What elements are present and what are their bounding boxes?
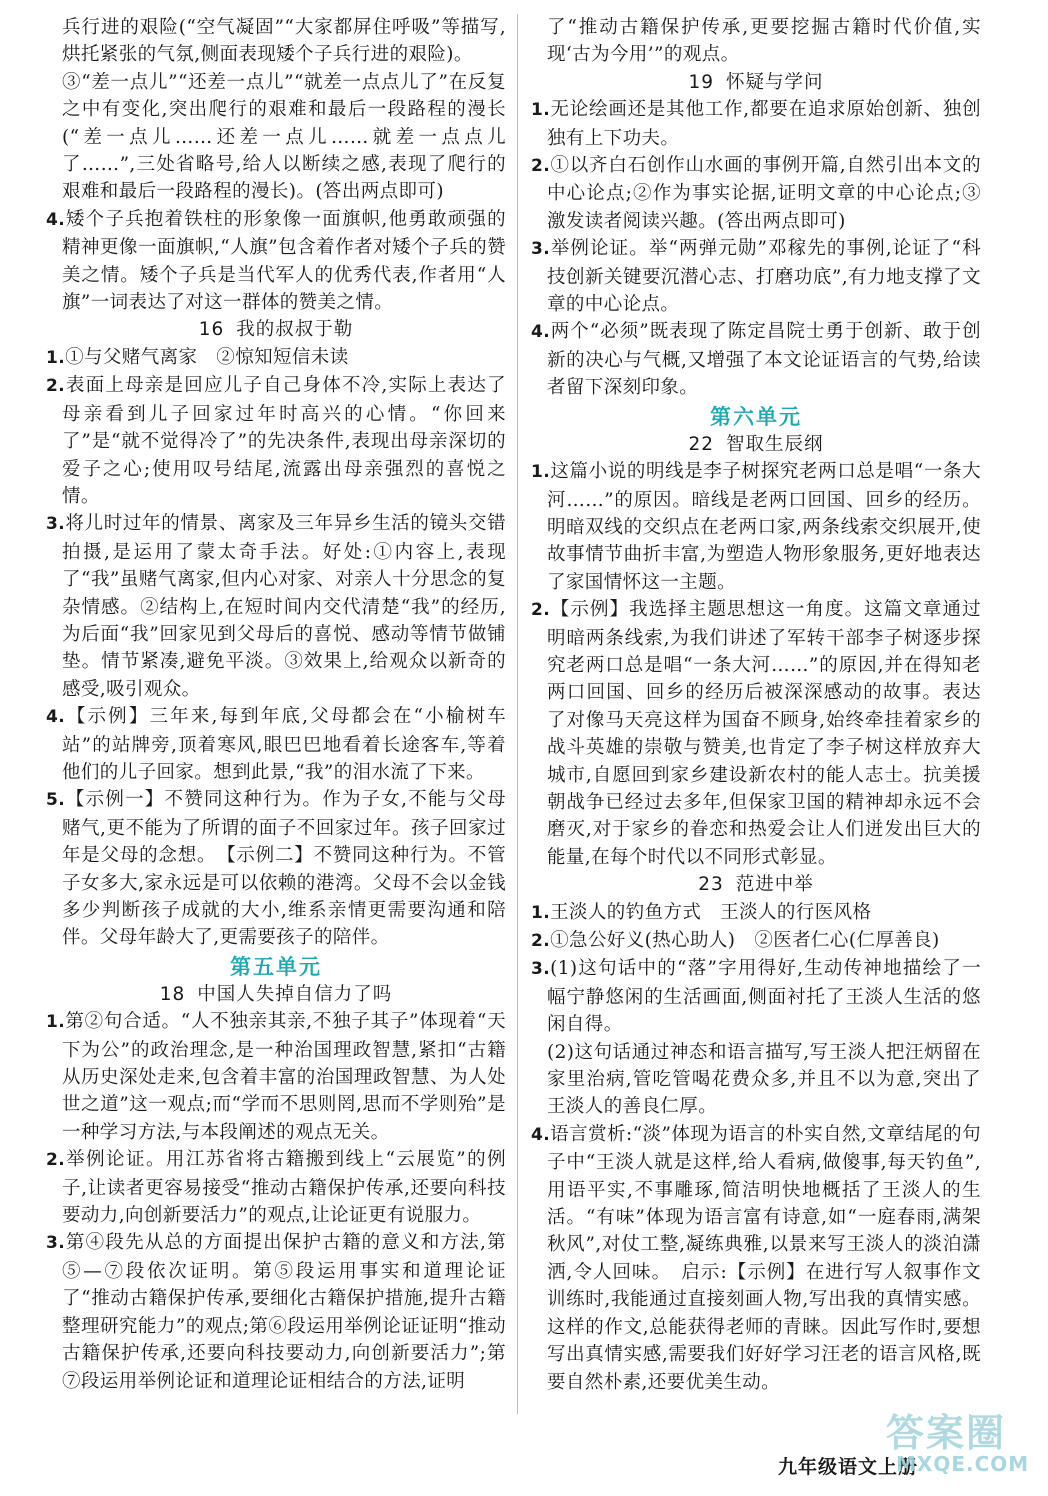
section-number: 16 bbox=[198, 319, 225, 341]
watermark-url: MXQE.COM bbox=[896, 1452, 1030, 1476]
section-number: 22 bbox=[688, 433, 715, 455]
section-number: 23 bbox=[698, 874, 724, 896]
item-text: 第④段先从总的方面提出保护古籍的意义和方法,第⑤—⑦段依次证明。第⑤段运用事实和道理论证了“推动古籍保护传承,要细化古籍保护措施,提升古籍整理研究能力”的观点;第⑥段运用举例论证证明“推动古籍保护传承,还要向科技要动力,向创新要活力”;第⑦段运用举例论证和道理论证相结合的方法,证明 bbox=[62, 1232, 506, 1392]
section-number: 18 bbox=[159, 983, 186, 1005]
item-text: 举例论证。举“两弹元勋”邓稼先的事例,论证了“科技创新关键要沉潜心志、打磨功底”,有力地支撑了文章的中心论点。 bbox=[547, 238, 981, 316]
item-number: 1. bbox=[531, 100, 551, 121]
item-text: (1)这句话中的“落”字用得好,生动传神地描绘了一幅宁静悠闲的生活画面,侧面衬托了王淡人生活的悠闲自得。 bbox=[547, 958, 981, 1036]
watermark-logo bbox=[876, 1402, 1030, 1482]
answer-item bbox=[46, 1146, 506, 1229]
item-text: 【示例一】不赞同这种行为。作为子女,不能与父母赌气,更不能为了所谓的面子不回家过年。孩子回家过年是父母的念想。 【示例二】不赞同这种行为。不管子女多大,家永远是可以依赖的港湾。父母不会以金钱多少判断孩子成就的大小,维系亲情更需要沟通和陪伴。父母年龄大了,更需要孩子的陪伴。 bbox=[62, 789, 506, 949]
item-text: 矮个子兵抱着铁柱的形象像一面旗帜,他勇敢顽强的精神更像一面旗帜,“人旗”包含着作者对矮个子兵的赞美之情。矮个子兵是当代军人的优秀代表,作者用“人旗”一词表达了对这一群体的赞美之情。 bbox=[62, 208, 506, 314]
item-text: 举例论证。用江苏省将古籍搬到线上“云展览”的例子,让读者更容易接受“推动古籍保护传承,还要向科技要动力,向创新要活力”的观点,让论证更有说服力。 bbox=[62, 1149, 506, 1227]
answer-item bbox=[531, 955, 981, 1038]
item-number: 3. bbox=[46, 514, 66, 535]
unit-heading: 第五单元 bbox=[230, 953, 322, 979]
answer-item bbox=[46, 372, 506, 510]
item-text: 语言赏析:“淡”体现为语言的朴实自然,文章结尾的句子中“王淡人就是这样,给人看病,做傻事,每天钓鱼”,用语平实,不事雕琢,简洁明快地概括了王淡人的生活。“有味”体现为语言富有诗意,如“一庭春雨,满架秋风”,对仗工整,凝练典雅,以景来写王淡人的淡泊潇洒,令人回味。 启示:【示例】在进行写人叙事作文训练时,我能通过直接刻画人物,写出我的真情实感。这样的作文,总能获得老师的青睐。因此写作时,要想写出真情实感,需要我们好好学习汪老的语言风格,既要自然朴素,还要优美生动。 bbox=[547, 1123, 981, 1393]
unit-heading: 第六单元 bbox=[710, 403, 802, 429]
answer-item bbox=[531, 96, 981, 152]
answer-item bbox=[46, 344, 506, 372]
item-number: 3. bbox=[531, 959, 551, 980]
item-number: 3. bbox=[46, 1233, 66, 1254]
answer-item bbox=[531, 596, 981, 871]
section-name: 我的叔叔于勒 bbox=[236, 319, 354, 341]
item-text: 将儿时过年的情景、离家及三年异乡生活的镜头交错拍摄,是运用了蒙太奇手法。好处:①内容上,表现了“我”虽赌气离家,但内心对家、对亲人十分思念的复杂情感。②结构上,在短时间内交代清楚“我”的经历,为后面“我”回家见到父母后的喜悦、感动等情节做铺垫。情节紧凑,避免平淡。③效果上,给观众以新奇的感受,吸引观众。 bbox=[62, 513, 506, 700]
item-text: ①以齐白石创作山水画的事例开篇,自然引出本文的中心论点;②作为事实论据,证明文章的中心论点;③激发读者阅读兴趣。(答出两点即可) bbox=[547, 155, 981, 232]
item-number: 2. bbox=[46, 376, 66, 397]
answer-item bbox=[46, 1008, 506, 1146]
item-text: 这篇小说的明线是李子树探究老两口总是唱“一条大河……”的原因。暗线是老两口回国、回乡的经历。明暗双线的交织点在老两口家,两条线索交织展开,使故事情节曲折丰富,为塑造人物形象服务,更好地表达了家国情怀这一主题。 bbox=[547, 461, 981, 593]
answer-item bbox=[531, 235, 981, 318]
column-divider bbox=[517, 14, 518, 1414]
answer-item bbox=[531, 458, 981, 596]
item-text: 【示例】我选择主题思想这一角度。这篇文章通过明暗两条线索,为我们讲述了军转干部李子树逐步探究老两口总是唱“一条大河……”的原因,并在得知老两口回国、回乡的经历后被深深感动的故事。表达了对像马天亮这样为国奋不顾身,始终牵挂着家乡的战斗英雄的崇敬与赞美,也肯定了李子树这样放弃大城市,自愿回到家乡建设新农村的能人志士。抗美援朝战争已经过去多年,但保家卫国的精神却永远不会磨灭,对于家乡的眷恋和热爱会让人们迸发出巨大的能量,在每个时代以不同形式彰显。 bbox=[547, 599, 981, 868]
section-title bbox=[46, 981, 506, 1008]
answer-continuation: 了“推动古籍保护传承,更要挖掘古籍时代价值,实现‘古为今用’”的观点。 bbox=[547, 17, 981, 66]
answer-item bbox=[531, 318, 981, 401]
item-text: ①与父赌气离家 ②惊知短信未读 bbox=[65, 346, 349, 368]
item-number: 4. bbox=[531, 322, 551, 343]
section-name: 中国人失掉自信力了吗 bbox=[197, 983, 393, 1005]
item-number: 1. bbox=[531, 462, 551, 483]
answer-continuation: ③“差一点儿”“还差一点儿”“就差一点点儿了”在反复之中有变化,突出爬行的艰难和最后一段路程的漫长(“差一点儿……还差一点儿……就差一点点儿了……”,三处省略号,给人以断续之感,表现了爬行的艰难和最后一段路程的漫长)。(答出两点即可) bbox=[62, 71, 506, 203]
item-number: 1. bbox=[46, 347, 66, 368]
item-number: 5. bbox=[46, 790, 66, 811]
item-number: 4. bbox=[46, 209, 66, 230]
item-text: 无论绘画还是其他工作,都要在追求原始创新、独创独有上下功夫。 bbox=[547, 99, 981, 149]
item-text: 两个“必须”既表现了陈定昌院士勇于创新、敢于创新的决心与气概,又增强了本文论证语言的气势,给读者留下深刻印象。 bbox=[547, 321, 981, 399]
answer-item bbox=[46, 703, 506, 786]
item-number: 2. bbox=[531, 600, 551, 621]
answer-item bbox=[46, 510, 506, 703]
item-number: 1. bbox=[46, 1012, 66, 1033]
item-text: 王淡人的钓鱼方式 王淡人的行医风格 bbox=[550, 901, 872, 923]
item-text: 第②句合适。“人不独亲其亲,不独子其子”体现着“天下为公”的政治理念,是一种治国理政智慧,紧扣“古籍从历史深处走来,包含着丰富的治国理政智慧、为人处世之道”这一观点;而“学而不思则罔,思而不学则殆”是一种学习方法,与本段阐述的观点无关。 bbox=[62, 1011, 506, 1143]
answer-item bbox=[46, 786, 506, 951]
section-name: 怀疑与学问 bbox=[726, 71, 824, 93]
left-column bbox=[46, 14, 506, 1395]
section-name: 智取生辰纲 bbox=[726, 433, 824, 455]
item-number: 2. bbox=[531, 156, 551, 177]
section-number: 19 bbox=[688, 71, 715, 93]
answer-item bbox=[46, 1229, 506, 1394]
section-title bbox=[531, 69, 981, 96]
item-text: 【示例】三年来,每到年底,父母都会在“小榆树车站”的站牌旁,顶着寒风,眼巴巴地看着长途客车,等着他们的儿子回家。想到此景,“我”的泪水流了下来。 bbox=[62, 706, 506, 783]
item-number: 3. bbox=[531, 239, 551, 260]
answer-item bbox=[531, 899, 981, 927]
item-number: 4. bbox=[46, 707, 66, 728]
answer-continuation: (2)这句话通过神态和语言描写,写王淡人把汪炳留在家里治病,管吃管喝花费众多,并且不以为意,突出了王淡人的善良仁厚。 bbox=[547, 1041, 981, 1118]
item-text: ①急公好义(热心助人) ②医者仁心(仁厚善良) bbox=[550, 930, 940, 951]
section-name: 范进中举 bbox=[735, 874, 814, 896]
item-number: 4. bbox=[531, 1124, 551, 1145]
answer-item bbox=[531, 1121, 981, 1396]
answer-continuation: 兵行进的艰险(“空气凝固”“大家都屏住呼吸”等描写,烘托紧张的气氛,侧面表现矮个子兵行进的艰险)。 bbox=[62, 17, 506, 66]
section-title bbox=[531, 871, 981, 898]
answer-item bbox=[531, 927, 981, 955]
right-column bbox=[531, 14, 981, 1396]
answer-item bbox=[531, 152, 981, 235]
section-title bbox=[531, 431, 981, 458]
answer-item bbox=[46, 206, 506, 317]
book-title: 九年级语文上册 bbox=[777, 1456, 918, 1478]
item-number: 1. bbox=[531, 902, 551, 923]
item-number: 2. bbox=[531, 931, 551, 951]
item-number: 2. bbox=[46, 1150, 66, 1171]
watermark-text: 答案圈 bbox=[886, 1411, 1007, 1455]
item-text: 表面上母亲是回应儿子自己身体不冷,实际上表达了母亲看到儿子回家过年时高兴的心情。“你回来了”是“就不觉得冷了”的先决条件,表现出母亲深切的爱子之心;使用叹号结尾,流露出母亲强烈的喜悦之情。 bbox=[62, 375, 506, 507]
section-title bbox=[46, 316, 506, 343]
